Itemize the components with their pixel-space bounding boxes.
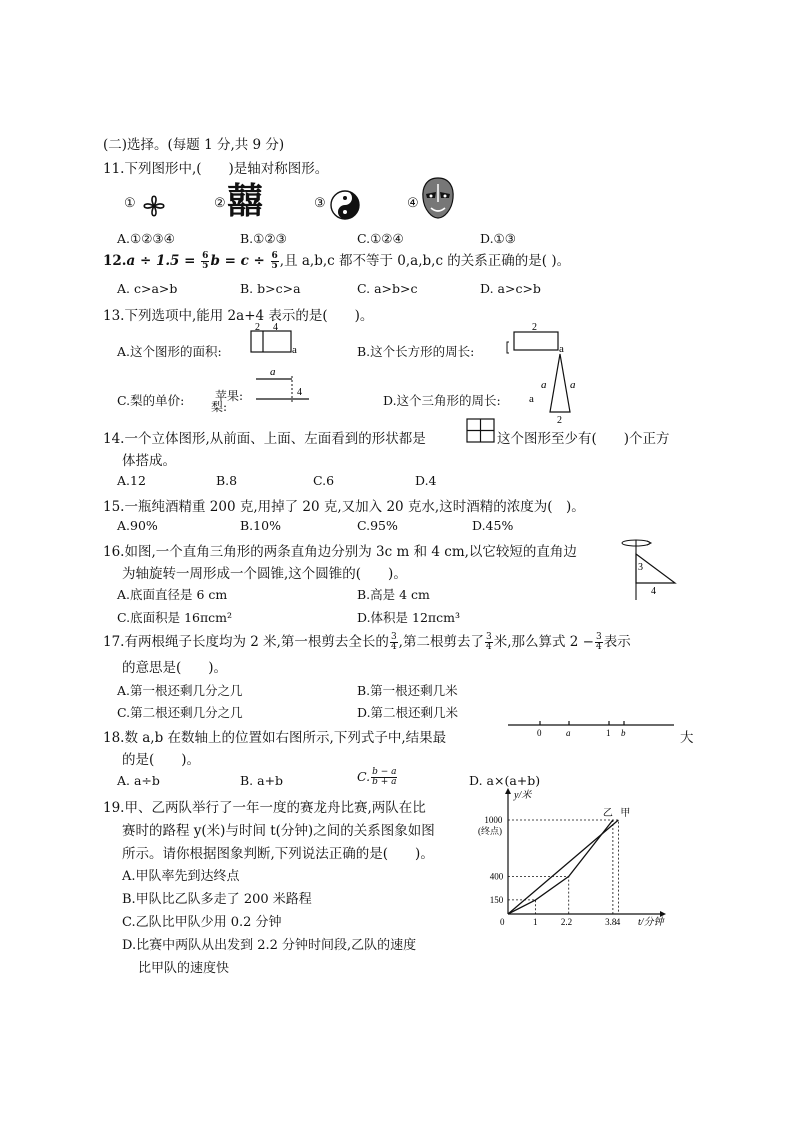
- q14-square-view-figure: [466, 418, 496, 444]
- q16-stem-b: 为轴旋转一周形成一个圆锥,这个圆锥的( )。: [122, 566, 407, 582]
- q12-option-c[interactable]: C. a>b>c: [357, 281, 418, 296]
- y-tick-label: 150: [489, 894, 504, 905]
- q17-stem-a: [103, 630, 631, 652]
- q13-c-label-a: a: [270, 366, 276, 378]
- q13-option-a[interactable]: A.这个图形的面积:: [117, 344, 222, 359]
- q13-d-label-a-right: a: [570, 379, 576, 391]
- q15-option-c[interactable]: C.95%: [357, 518, 398, 533]
- q17-stem-a3: 米,那么算式 2 −: [493, 634, 594, 650]
- q17-fraction-1: [390, 633, 398, 652]
- q17-frac3-den: 4: [595, 642, 602, 652]
- figure-label-4: ④: [407, 196, 419, 211]
- q15-option-a[interactable]: A.90%: [117, 518, 158, 533]
- q18-stem-b: 的是( )。: [122, 752, 201, 768]
- series-label-yi: 乙: [602, 808, 613, 819]
- q13-c-apple-label: 苹果:: [215, 389, 244, 403]
- q11-option-d[interactable]: D.①③: [480, 231, 516, 246]
- q13-stem: 13.下列选项中,能用 2a+4 表示的是( )。: [103, 308, 374, 324]
- q17-frac2-den: 4: [485, 642, 492, 652]
- axis-label-0: 0: [537, 728, 542, 738]
- q14-stem-c: 体搭成。: [122, 453, 176, 469]
- q17-stem-b: 的意思是( )。: [122, 660, 228, 676]
- q13-b-label-a: a: [559, 343, 564, 355]
- q13-a-label-2: 2: [255, 322, 260, 333]
- q16-label-4: 4: [651, 586, 656, 597]
- q13-option-c[interactable]: C.梨的单价:: [117, 393, 185, 408]
- series-label-jia: 甲: [620, 808, 631, 819]
- q17-option-d[interactable]: D.第二根还剩几米: [357, 705, 459, 720]
- race-line-chart: [474, 786, 670, 934]
- opera-mask-icon: [420, 176, 456, 220]
- q18-option-c-fraction: [371, 768, 397, 787]
- q13-d-label-2: 2: [557, 415, 562, 424]
- section-title: (二)选择。(每题 1 分,共 9 分): [103, 137, 285, 153]
- q13-a-label-a: a: [292, 344, 297, 356]
- q12-option-b[interactable]: B. b>c>a: [240, 281, 301, 296]
- q18-c-den: b + a: [372, 777, 397, 787]
- q19-option-b[interactable]: B.甲队比乙队多走了 200 米路程: [122, 892, 312, 907]
- q16-stem-a: 16.如图,一个直角三角形的两条直角边分别为 3c m 和 4 cm,以它较短的直角边: [103, 544, 577, 560]
- q14-option-a[interactable]: A.12: [117, 473, 146, 488]
- x-tick-label: 4: [615, 917, 621, 927]
- q13-c-segment-figure: [252, 364, 312, 408]
- frac1-den: 5: [202, 261, 209, 271]
- q13-option-b[interactable]: B.这个长方形的周长:: [357, 344, 475, 359]
- q12-tail: ,且 a,b,c 都不等于 0,a,b,c 的关系正确的是( )。: [279, 253, 571, 269]
- q14-option-d[interactable]: D.4: [415, 473, 437, 488]
- q18-number-line: [506, 716, 678, 738]
- q17-frac2-num: 3: [485, 632, 492, 642]
- q11-option-c[interactable]: C.①②④: [357, 231, 404, 246]
- q19-option-d-cont: 比甲队的速度快: [138, 961, 230, 976]
- q13-a-label-4: 4: [273, 322, 278, 333]
- q12-option-d[interactable]: D. a>c>b: [480, 281, 541, 296]
- q19-stem-b: 赛时的路程 y(米)与时间 t(分钟)之间的关系图象如图: [122, 823, 435, 839]
- q18-option-d[interactable]: D. a×(a+b): [469, 773, 541, 788]
- q17-option-b[interactable]: B.第一根还剩几米: [357, 683, 458, 698]
- q18-c-num: b − a: [372, 767, 397, 777]
- q12-prefix: 12.: [103, 253, 127, 269]
- figure-label-2: ②: [214, 196, 226, 211]
- guide-400: [508, 876, 569, 914]
- q11-option-a[interactable]: A.①②③④: [117, 231, 175, 246]
- q17-option-a[interactable]: A.第一根还剩几分之几: [117, 683, 243, 698]
- q17-frac1-den: 4: [390, 642, 397, 652]
- q12-expr-b: b = c ÷: [210, 253, 270, 269]
- q13-c-pear-label: 梨:: [211, 400, 228, 414]
- q12-fraction-2: [271, 252, 279, 271]
- q18-option-c[interactable]: [357, 768, 398, 787]
- q12-stem: [103, 249, 570, 271]
- q18-stem-a-end: 大: [680, 730, 694, 746]
- q14-stem-b: 这个图形至少有( )个正方: [497, 431, 670, 447]
- q17-stem-a2: ,第二根剪去了: [398, 634, 484, 650]
- figure-label-1: ①: [124, 196, 136, 211]
- q15-stem: 15.一瓶纯酒精重 200 克,用掉了 20 克,又加入 20 克水,这时酒精的浓度为( )。: [103, 499, 585, 515]
- q17-stem-a1: 17.有两根绳子长度均为 2 米,第一根剪去全长的: [103, 634, 389, 650]
- q13-option-d[interactable]: D.这个三角形的周长:: [383, 393, 501, 408]
- q18-option-c-letter: C.: [357, 769, 371, 784]
- q18-option-a[interactable]: A. a÷b: [117, 773, 160, 788]
- q16-label-3: 3: [638, 562, 643, 573]
- x-tick-label: 2.2: [560, 917, 573, 927]
- q16-option-c[interactable]: C.底面积是 16πcm²: [117, 610, 233, 625]
- y-tick-label: 1000: [484, 815, 503, 825]
- q16-triangle-figure: [620, 534, 684, 602]
- q17-frac1-num: 3: [390, 632, 397, 642]
- q17-frac3-num: 3: [595, 632, 602, 642]
- q19-option-c[interactable]: C.乙队比甲队少用 0.2 分钟: [122, 915, 282, 930]
- y-tick-label: 400: [489, 871, 504, 882]
- double-happiness-icon: 囍: [227, 180, 264, 222]
- q12-fraction-1: [201, 252, 209, 271]
- q11-stem: 11.下列图形中,( )是轴对称图形。: [103, 161, 329, 177]
- yin-yang-icon: [329, 189, 361, 221]
- q18-stem-a: 18.数 a,b 在数轴上的位置如右图所示,下列式子中,结果最: [103, 730, 447, 746]
- frac2-num: 6: [271, 251, 278, 261]
- q14-option-b[interactable]: B.8: [216, 473, 238, 488]
- q17-stem-a4: 表示: [603, 634, 631, 650]
- q19-stem-a: 19.甲、乙两队举行了一年一度的赛龙舟比赛,两队在比: [103, 800, 426, 816]
- x-tick-label: 0: [500, 917, 505, 927]
- q19-option-d[interactable]: D.比赛中两队从出发到 2.2 分钟时间段,乙队的速度: [122, 938, 417, 953]
- q13-d-triangle-figure: [527, 350, 587, 424]
- x-axis-label: t/分钟: [638, 917, 664, 928]
- q15-option-d[interactable]: D.45%: [472, 518, 514, 533]
- q14-stem-a: 14.一个立体图形,从前面、上面、左面看到的形状都是: [103, 431, 426, 447]
- q18-option-b[interactable]: B. a+b: [240, 773, 284, 788]
- q15-option-b[interactable]: B.10%: [240, 518, 281, 533]
- q14-option-c[interactable]: C.6: [313, 473, 335, 488]
- q16-option-a[interactable]: A.底面直径是 6 cm: [117, 587, 228, 602]
- q17-fraction-3: [595, 633, 603, 652]
- q11-option-b[interactable]: B.①②③: [240, 231, 287, 246]
- q16-option-b[interactable]: B.高是 4 cm: [357, 587, 430, 602]
- axis-label-b: b: [621, 728, 626, 738]
- axis-label-1: 1: [606, 728, 611, 738]
- q13-c-label-4: 4: [297, 387, 302, 398]
- q13-d-label-a-left-outer: a: [529, 393, 534, 405]
- frac1-num: 6: [202, 251, 209, 261]
- frac2-den: 5: [271, 261, 278, 271]
- axis-label-a: a: [566, 728, 571, 738]
- x-tick-label: 1: [533, 917, 538, 927]
- q16-option-d[interactable]: D.体积是 12πcm³: [357, 610, 461, 625]
- q19-stem-c: 所示。请你根据图象判断,下列说法正确的是( )。: [122, 846, 434, 862]
- q12-option-a[interactable]: A. c>a>b: [117, 281, 178, 296]
- q13-a-rectangle-figure: [248, 320, 308, 356]
- q11-figures: [124, 180, 474, 224]
- figure-label-3: ③: [314, 196, 326, 211]
- q12-expr-a: a ÷ 1.5 =: [126, 253, 201, 269]
- x-tick-label: 3.8: [605, 917, 617, 927]
- flower-icon: [137, 189, 171, 223]
- q17-option-c[interactable]: C.第二根还剩几分之几: [117, 705, 243, 720]
- y-tick-note: (终点): [478, 826, 502, 836]
- q17-fraction-2: [485, 633, 493, 652]
- q13-b-label-2: 2: [532, 322, 537, 333]
- y-axis-label: y/米: [514, 790, 532, 801]
- q13-d-label-a-left: a: [541, 379, 547, 391]
- q19-option-a[interactable]: A.甲队率先到达终点: [122, 869, 240, 884]
- y-axis-arrow: [505, 788, 511, 794]
